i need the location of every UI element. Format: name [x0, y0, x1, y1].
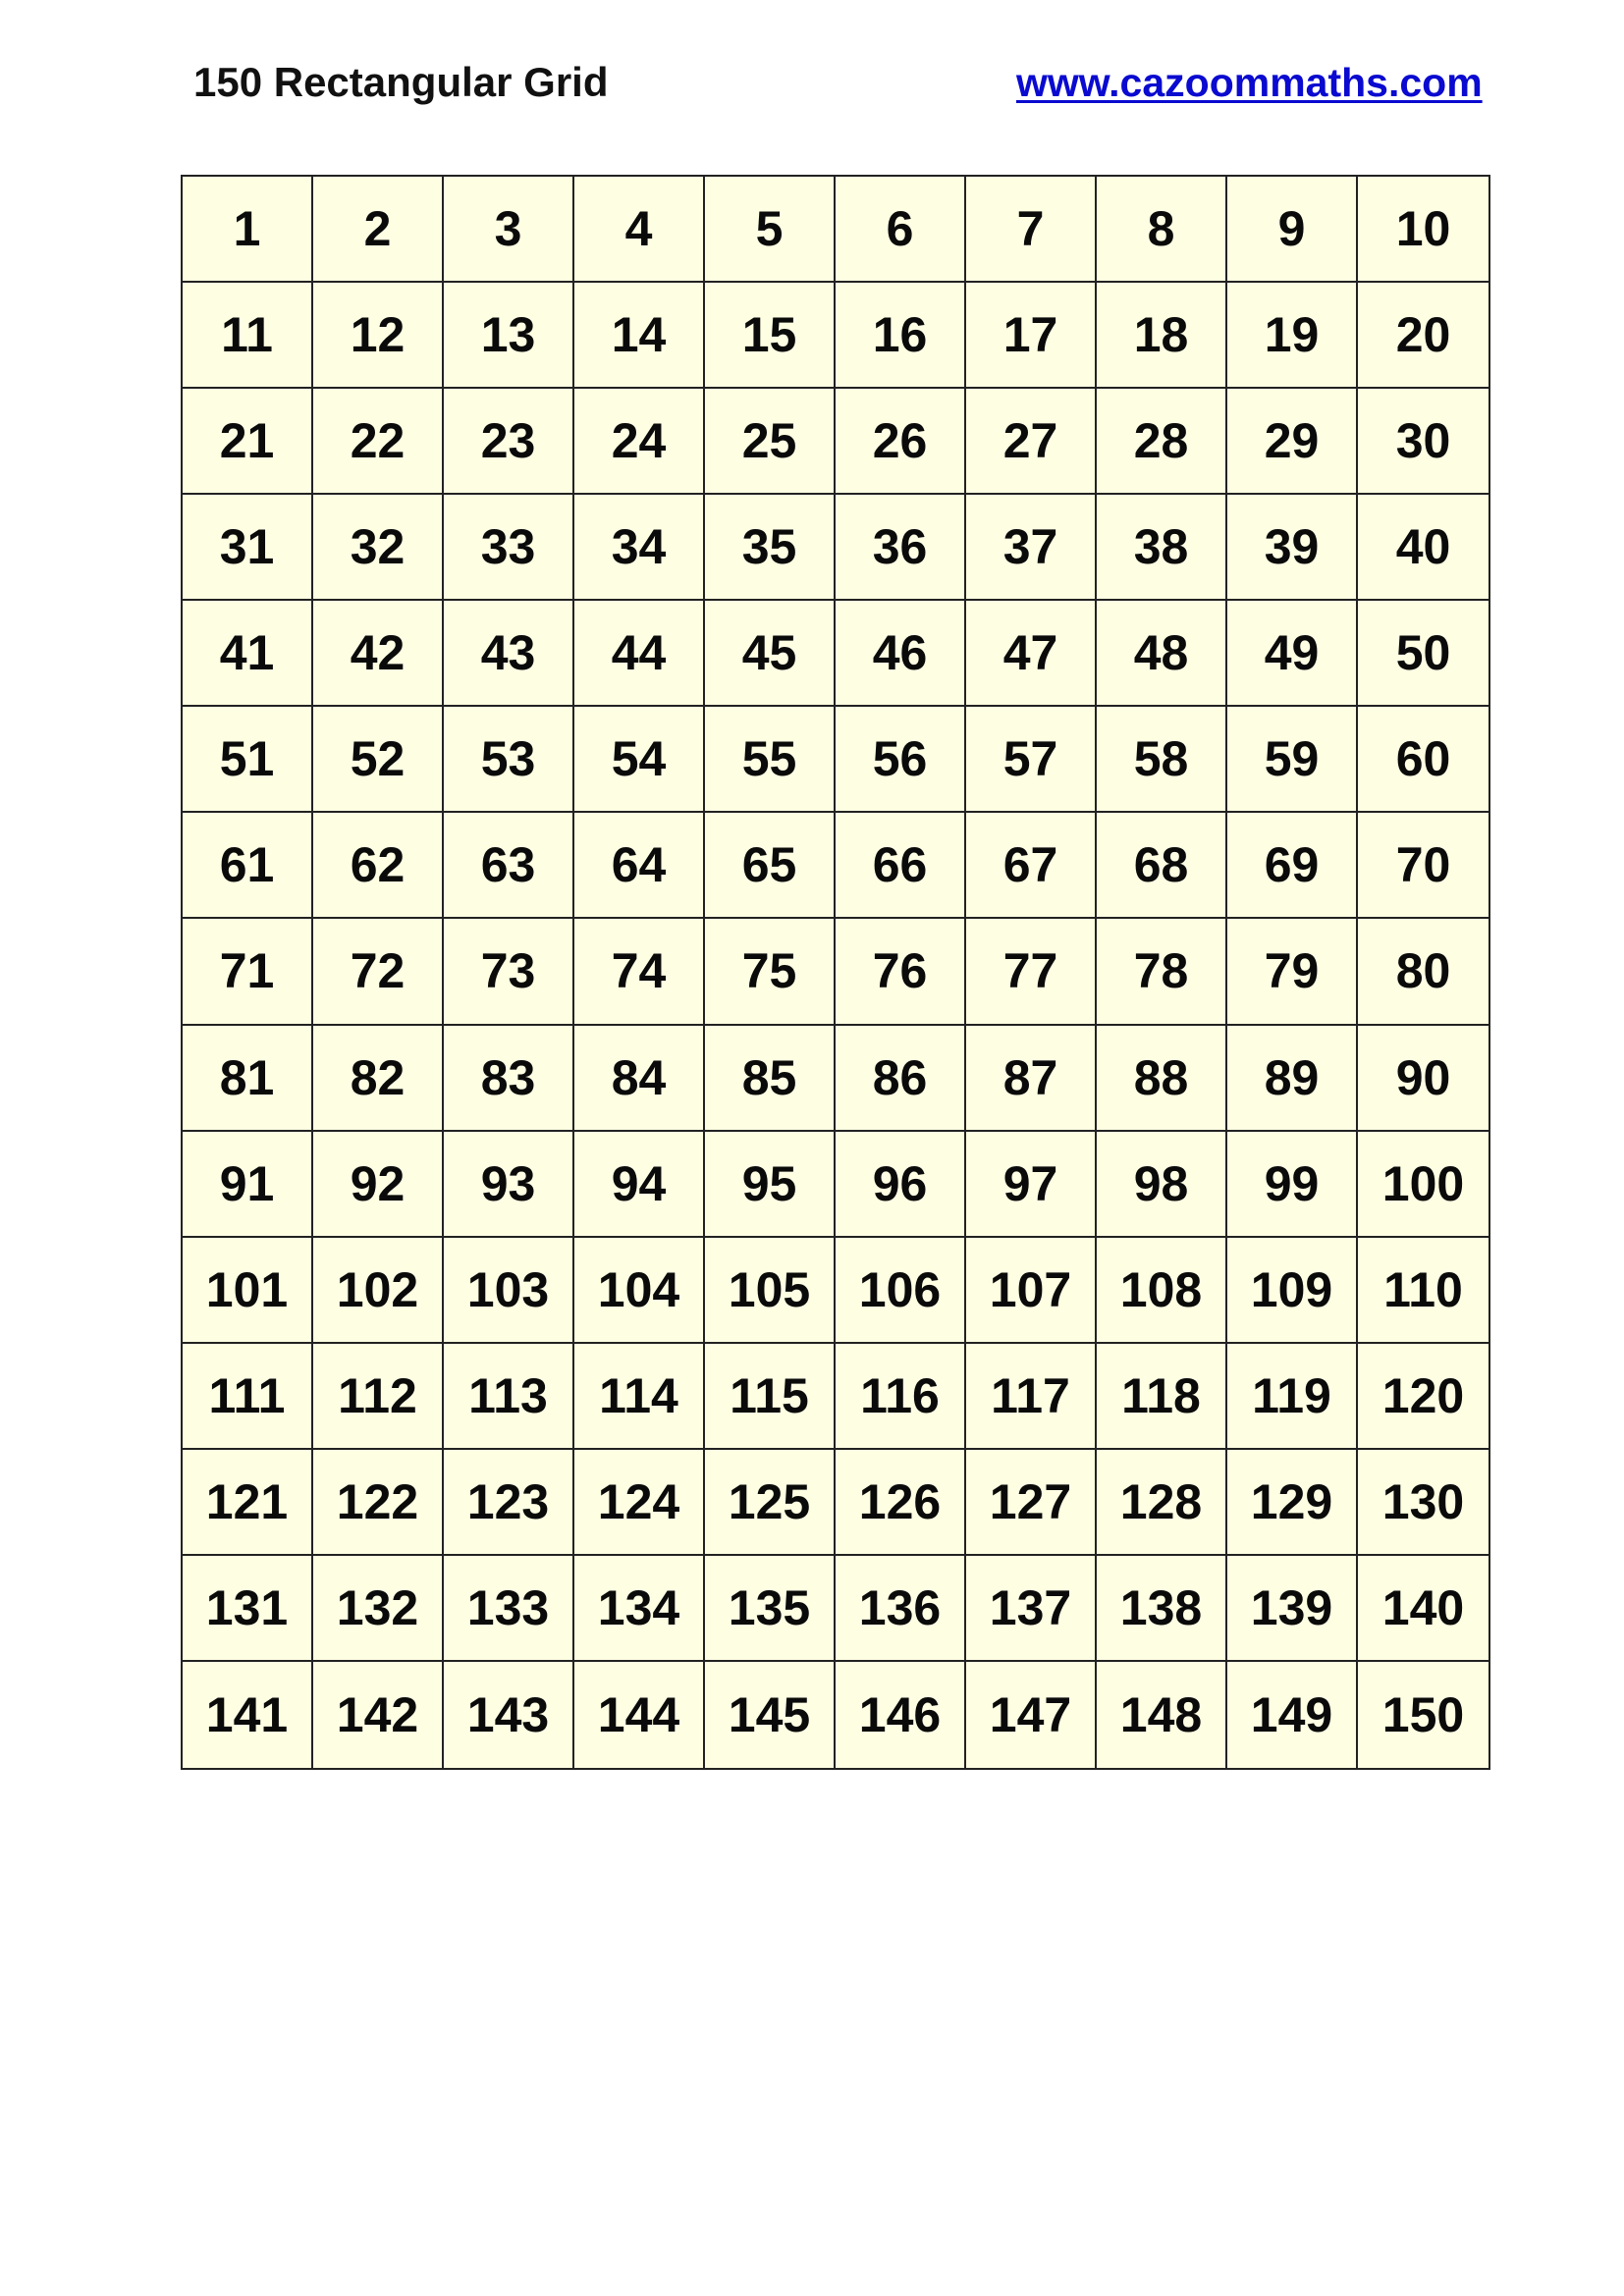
grid-cell: 25 [705, 389, 836, 495]
grid-cell: 85 [705, 1026, 836, 1132]
grid-cell: 26 [836, 389, 966, 495]
grid-cell: 1 [183, 177, 313, 283]
grid-cell: 109 [1227, 1238, 1358, 1344]
grid-cell: 126 [836, 1450, 966, 1556]
grid-cell: 77 [966, 919, 1097, 1025]
grid-cell: 149 [1227, 1662, 1358, 1768]
grid-cell: 52 [313, 707, 444, 813]
grid-cell: 123 [444, 1450, 574, 1556]
grid-cell: 12 [313, 283, 444, 389]
grid-cell: 99 [1227, 1132, 1358, 1238]
grid-cell: 11 [183, 283, 313, 389]
grid-cell: 136 [836, 1556, 966, 1662]
grid-cell: 115 [705, 1344, 836, 1450]
grid-cell: 135 [705, 1556, 836, 1662]
grid-cell: 9 [1227, 177, 1358, 283]
grid-cell: 83 [444, 1026, 574, 1132]
grid-cell: 119 [1227, 1344, 1358, 1450]
grid-cell: 32 [313, 495, 444, 601]
grid-cell: 28 [1097, 389, 1227, 495]
grid-cell: 59 [1227, 707, 1358, 813]
grid-cell: 44 [574, 601, 705, 707]
grid-cell: 68 [1097, 813, 1227, 919]
grid-cell: 87 [966, 1026, 1097, 1132]
grid-cell: 51 [183, 707, 313, 813]
page-title: 150 Rectangular Grid [193, 59, 609, 105]
website-link[interactable]: www.cazoommaths.com [1016, 60, 1483, 105]
grid-cell: 143 [444, 1662, 574, 1768]
grid-cell: 92 [313, 1132, 444, 1238]
grid-cell: 133 [444, 1556, 574, 1662]
grid-cell: 19 [1227, 283, 1358, 389]
grid-cell: 36 [836, 495, 966, 601]
grid-cell: 73 [444, 919, 574, 1025]
grid-cell: 7 [966, 177, 1097, 283]
grid-cell: 61 [183, 813, 313, 919]
grid-cell: 67 [966, 813, 1097, 919]
grid-cell: 125 [705, 1450, 836, 1556]
grid-cell: 42 [313, 601, 444, 707]
grid-cell: 86 [836, 1026, 966, 1132]
grid-cell: 72 [313, 919, 444, 1025]
grid-cell: 60 [1358, 707, 1489, 813]
grid-cell: 2 [313, 177, 444, 283]
grid-cell: 48 [1097, 601, 1227, 707]
grid-cell: 50 [1358, 601, 1489, 707]
grid-cell: 128 [1097, 1450, 1227, 1556]
grid-cell: 76 [836, 919, 966, 1025]
grid-cell: 70 [1358, 813, 1489, 919]
grid-cell: 22 [313, 389, 444, 495]
grid-cell: 91 [183, 1132, 313, 1238]
grid-cell: 37 [966, 495, 1097, 601]
grid-cell: 129 [1227, 1450, 1358, 1556]
grid-cell: 17 [966, 283, 1097, 389]
grid-cell: 39 [1227, 495, 1358, 601]
grid-cell: 144 [574, 1662, 705, 1768]
grid-cell: 31 [183, 495, 313, 601]
grid-cell: 84 [574, 1026, 705, 1132]
grid-cell: 58 [1097, 707, 1227, 813]
grid-cell: 10 [1358, 177, 1489, 283]
grid-cell: 110 [1358, 1238, 1489, 1344]
grid-cell: 122 [313, 1450, 444, 1556]
grid-cell: 62 [313, 813, 444, 919]
grid-cell: 6 [836, 177, 966, 283]
grid-cell: 113 [444, 1344, 574, 1450]
grid-cell: 130 [1358, 1450, 1489, 1556]
grid-cell: 13 [444, 283, 574, 389]
grid-cell: 71 [183, 919, 313, 1025]
grid-cell: 97 [966, 1132, 1097, 1238]
grid-cell: 63 [444, 813, 574, 919]
grid-cell: 114 [574, 1344, 705, 1450]
grid-cell: 64 [574, 813, 705, 919]
grid-cell: 24 [574, 389, 705, 495]
grid-cell: 106 [836, 1238, 966, 1344]
grid-cell: 94 [574, 1132, 705, 1238]
grid-cell: 23 [444, 389, 574, 495]
grid-cell: 140 [1358, 1556, 1489, 1662]
grid-cell: 142 [313, 1662, 444, 1768]
grid-cell: 69 [1227, 813, 1358, 919]
grid-cell: 102 [313, 1238, 444, 1344]
grid-cell: 90 [1358, 1026, 1489, 1132]
grid-cell: 40 [1358, 495, 1489, 601]
grid-cell: 100 [1358, 1132, 1489, 1238]
grid-cell: 105 [705, 1238, 836, 1344]
grid-cell: 93 [444, 1132, 574, 1238]
grid-cell: 75 [705, 919, 836, 1025]
grid-cell: 45 [705, 601, 836, 707]
grid-cell: 8 [1097, 177, 1227, 283]
grid-cell: 49 [1227, 601, 1358, 707]
grid-cell: 134 [574, 1556, 705, 1662]
grid-cell: 88 [1097, 1026, 1227, 1132]
grid-cell: 38 [1097, 495, 1227, 601]
grid-cell: 47 [966, 601, 1097, 707]
grid-cell: 124 [574, 1450, 705, 1556]
grid-cell: 131 [183, 1556, 313, 1662]
grid-cell: 65 [705, 813, 836, 919]
grid-cell: 21 [183, 389, 313, 495]
grid-cell: 79 [1227, 919, 1358, 1025]
grid-cell: 46 [836, 601, 966, 707]
grid-cell: 137 [966, 1556, 1097, 1662]
grid-cell: 78 [1097, 919, 1227, 1025]
grid-cell: 4 [574, 177, 705, 283]
grid-cell: 43 [444, 601, 574, 707]
grid-cell: 14 [574, 283, 705, 389]
grid-cell: 5 [705, 177, 836, 283]
grid-cell: 96 [836, 1132, 966, 1238]
grid-cell: 18 [1097, 283, 1227, 389]
grid-cell: 148 [1097, 1662, 1227, 1768]
grid-cell: 139 [1227, 1556, 1358, 1662]
grid-cell: 30 [1358, 389, 1489, 495]
grid-cell: 27 [966, 389, 1097, 495]
grid-cell: 101 [183, 1238, 313, 1344]
grid-cell: 121 [183, 1450, 313, 1556]
grid-cell: 132 [313, 1556, 444, 1662]
grid-cell: 66 [836, 813, 966, 919]
grid-cell: 15 [705, 283, 836, 389]
grid-cell: 74 [574, 919, 705, 1025]
grid-cell: 55 [705, 707, 836, 813]
grid-cell: 98 [1097, 1132, 1227, 1238]
grid-cell: 104 [574, 1238, 705, 1344]
grid-cell: 54 [574, 707, 705, 813]
grid-cell: 120 [1358, 1344, 1489, 1450]
grid-cell: 147 [966, 1662, 1097, 1768]
grid-cell: 16 [836, 283, 966, 389]
grid-cell: 34 [574, 495, 705, 601]
grid-cell: 29 [1227, 389, 1358, 495]
grid-cell: 145 [705, 1662, 836, 1768]
grid-cell: 20 [1358, 283, 1489, 389]
grid-cell: 82 [313, 1026, 444, 1132]
grid-cell: 3 [444, 177, 574, 283]
grid-cell: 41 [183, 601, 313, 707]
grid-cell: 35 [705, 495, 836, 601]
grid-cell: 80 [1358, 919, 1489, 1025]
number-grid [181, 175, 1490, 1770]
grid-cell: 89 [1227, 1026, 1358, 1132]
grid-cell: 118 [1097, 1344, 1227, 1450]
grid-cell: 81 [183, 1026, 313, 1132]
grid-cell: 53 [444, 707, 574, 813]
grid-cell: 33 [444, 495, 574, 601]
grid-cell: 56 [836, 707, 966, 813]
grid-cell: 103 [444, 1238, 574, 1344]
grid-cell: 138 [1097, 1556, 1227, 1662]
grid-cell: 127 [966, 1450, 1097, 1556]
grid-cell: 117 [966, 1344, 1097, 1450]
grid-cell: 112 [313, 1344, 444, 1450]
grid-cell: 116 [836, 1344, 966, 1450]
grid-cell: 146 [836, 1662, 966, 1768]
grid-cell: 141 [183, 1662, 313, 1768]
grid-cell: 57 [966, 707, 1097, 813]
grid-cell: 111 [183, 1344, 313, 1450]
grid-cell: 95 [705, 1132, 836, 1238]
grid-cell: 150 [1358, 1662, 1489, 1768]
grid-cell: 107 [966, 1238, 1097, 1344]
grid-cell: 108 [1097, 1238, 1227, 1344]
